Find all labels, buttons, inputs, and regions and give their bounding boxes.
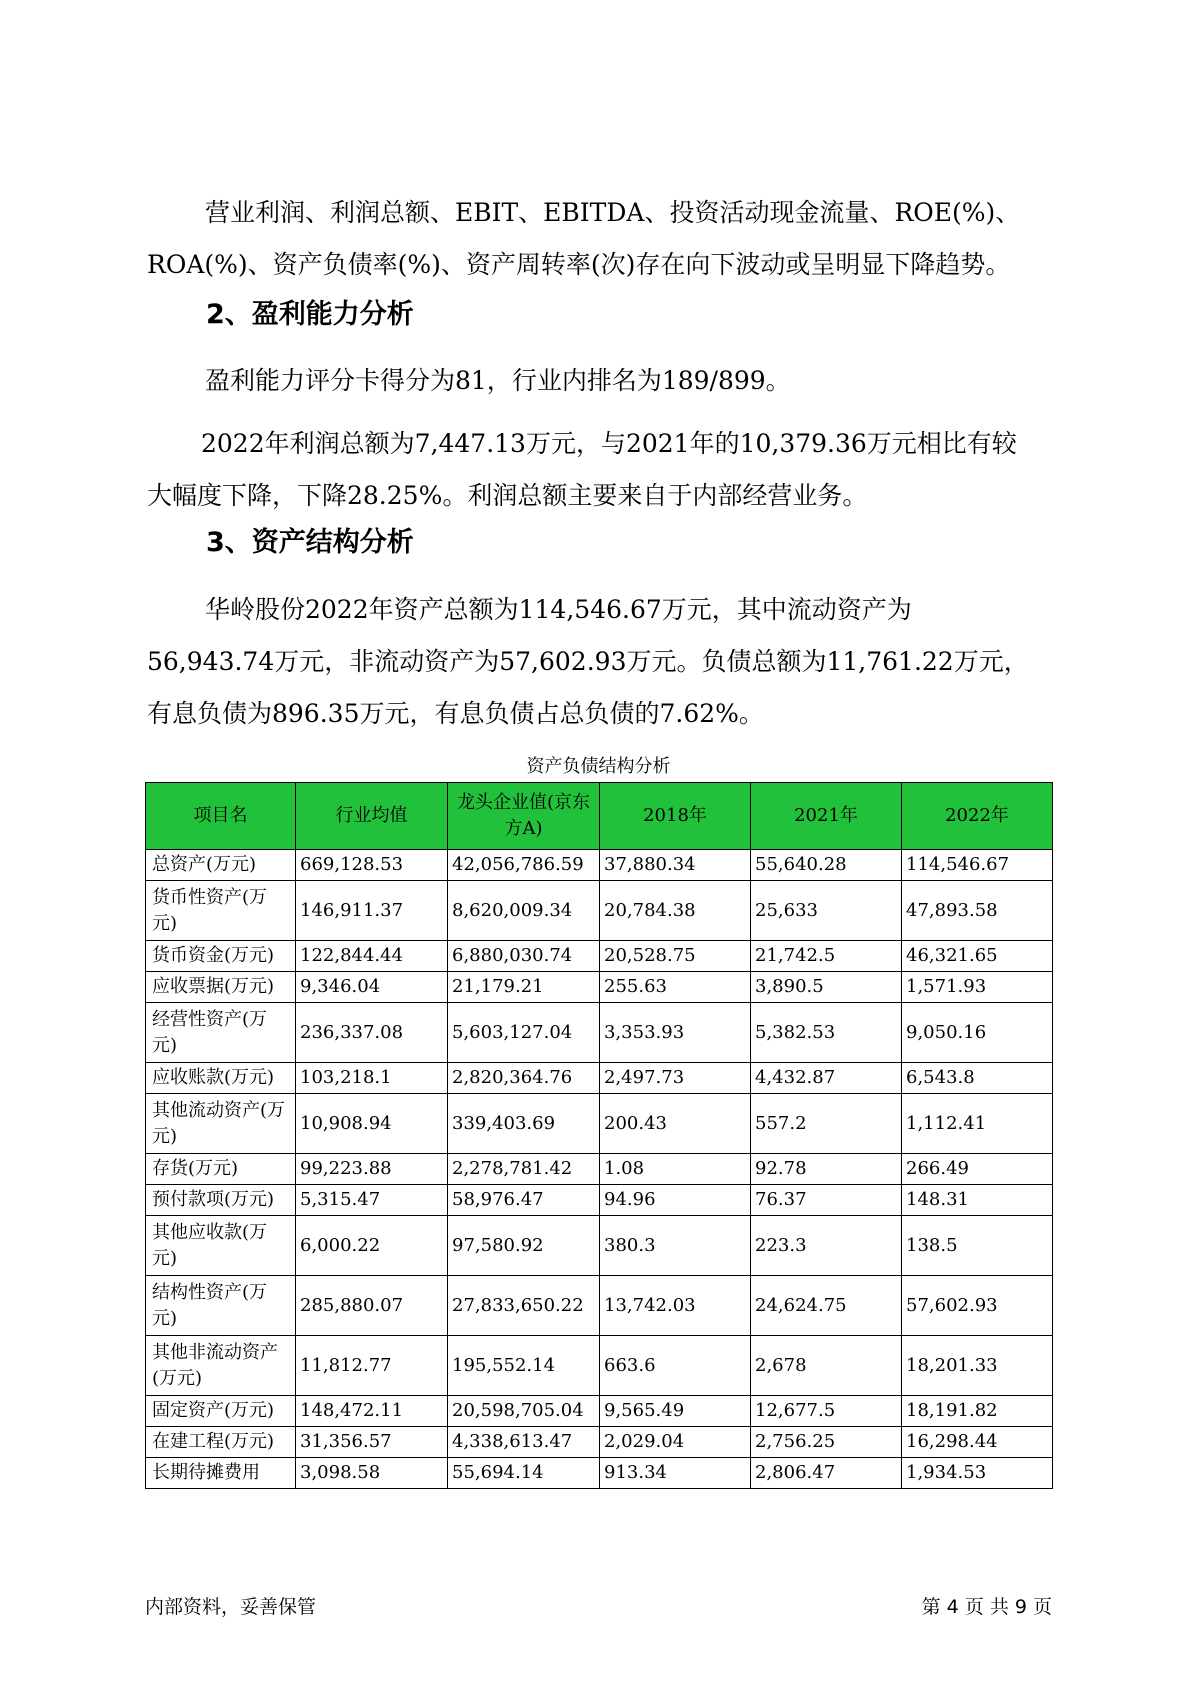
column-header: 2018年	[600, 783, 751, 850]
table-cell: 138.5	[902, 1216, 1053, 1276]
column-header: 行业均值	[296, 783, 448, 850]
table-cell: 99,223.88	[296, 1154, 448, 1185]
table-cell: 3,098.58	[296, 1458, 448, 1489]
table-cell: 21,179.21	[448, 972, 600, 1003]
table-cell: 266.49	[902, 1154, 1053, 1185]
table-cell: 223.3	[751, 1216, 902, 1276]
row-label: 存货(万元)	[146, 1154, 296, 1185]
table-cell: 47,893.58	[902, 881, 1053, 941]
table-cell: 21,742.5	[751, 941, 902, 972]
table-header-row	[146, 783, 1053, 850]
table-cell: 2,806.47	[751, 1458, 902, 1489]
row-label: 长期待摊费用	[146, 1458, 296, 1489]
row-label: 其他非流动资产(万元)	[146, 1336, 296, 1396]
table-cell: 5,382.53	[751, 1003, 902, 1063]
table-cell: 4,338,613.47	[448, 1427, 600, 1458]
row-label: 在建工程(万元)	[146, 1427, 296, 1458]
paragraph-line: 大幅度下降，下降28.25%。利润总额主要来自于内部经营业务。	[147, 481, 868, 510]
table-cell: 557.2	[751, 1094, 902, 1154]
table-cell: 20,598,705.04	[448, 1396, 600, 1427]
table-cell: 6,000.22	[296, 1216, 448, 1276]
paragraph-asset-summary	[147, 584, 1062, 740]
table-cell: 103,218.1	[296, 1063, 448, 1094]
table-cell: 1,571.93	[902, 972, 1053, 1003]
table-cell: 2,756.25	[751, 1427, 902, 1458]
table-cell: 148.31	[902, 1185, 1053, 1216]
table-row	[146, 1094, 1053, 1154]
paragraph-line: 盈利能力评分卡得分为81，行业内排名为189/899。	[205, 366, 791, 395]
row-label: 预付款项(万元)	[146, 1185, 296, 1216]
row-label: 其他应收款(万元)	[146, 1216, 296, 1276]
row-label: 应收票据(万元)	[146, 972, 296, 1003]
paragraph-line: 2022年利润总额为7,447.13万元，与2021年的10,379.36万元相比有较	[201, 429, 1017, 458]
row-label: 货币性资产(万元)	[146, 881, 296, 941]
table-body	[146, 850, 1053, 1489]
table-caption: 资产负债结构分析	[526, 756, 671, 777]
table-cell: 55,694.14	[448, 1458, 600, 1489]
table-cell: 146,911.37	[296, 881, 448, 941]
table-cell: 285,880.07	[296, 1276, 448, 1336]
table-cell: 42,056,786.59	[448, 850, 600, 881]
table-cell: 1.08	[600, 1154, 751, 1185]
table-cell: 3,353.93	[600, 1003, 751, 1063]
table-row	[146, 1427, 1053, 1458]
table-cell: 20,784.38	[600, 881, 751, 941]
table-cell: 27,833,650.22	[448, 1276, 600, 1336]
table-row	[146, 1185, 1053, 1216]
table-cell: 55,640.28	[751, 850, 902, 881]
paragraph-profit-total	[147, 418, 1062, 522]
table-cell: 6,880,030.74	[448, 941, 600, 972]
paragraph-profit-score	[147, 355, 1062, 407]
table-cell: 57,602.93	[902, 1276, 1053, 1336]
column-header: 项目名	[146, 783, 296, 850]
row-label: 货币资金(万元)	[146, 941, 296, 972]
table-row	[146, 850, 1053, 881]
table-row	[146, 941, 1053, 972]
table-cell: 24,624.75	[751, 1276, 902, 1336]
table-row	[146, 972, 1053, 1003]
row-label: 固定资产(万元)	[146, 1396, 296, 1427]
table-cell: 669,128.53	[296, 850, 448, 881]
table-cell: 122,844.44	[296, 941, 448, 972]
table-row	[146, 1458, 1053, 1489]
table-cell: 148,472.11	[296, 1396, 448, 1427]
column-header: 2021年	[751, 783, 902, 850]
paragraph-line: 56,943.74万元，非流动资产为57,602.93万元。负债总额为11,761.22万元，	[147, 647, 1029, 676]
table-cell: 1,934.53	[902, 1458, 1053, 1489]
table-cell: 913.34	[600, 1458, 751, 1489]
table-cell: 3,890.5	[751, 972, 902, 1003]
table-cell: 76.37	[751, 1185, 902, 1216]
table-cell: 97,580.92	[448, 1216, 600, 1276]
row-label: 结构性资产(万元)	[146, 1276, 296, 1336]
column-header: 龙头企业值(京东方A)	[448, 783, 600, 850]
table-cell: 200.43	[600, 1094, 751, 1154]
paragraph-trend	[147, 187, 1062, 291]
table-cell: 18,201.33	[902, 1336, 1053, 1396]
table-cell: 339,403.69	[448, 1094, 600, 1154]
table-cell: 2,678	[751, 1336, 902, 1396]
table-cell: 2,029.04	[600, 1427, 751, 1458]
table-cell: 18,191.82	[902, 1396, 1053, 1427]
table-cell: 9,346.04	[296, 972, 448, 1003]
table-cell: 380.3	[600, 1216, 751, 1276]
table-cell: 11,812.77	[296, 1336, 448, 1396]
section-heading-asset-structure: 3、资产结构分析	[206, 527, 414, 558]
table-row	[146, 1276, 1053, 1336]
table-row	[146, 1063, 1053, 1094]
table-row	[146, 1003, 1053, 1063]
table-cell: 94.96	[600, 1185, 751, 1216]
table-cell: 663.6	[600, 1336, 751, 1396]
table-cell: 13,742.03	[600, 1276, 751, 1336]
table-cell: 2,820,364.76	[448, 1063, 600, 1094]
paragraph-line: ROA(%)、资产负债率(%)、资产周转率(次)存在向下波动或呈明显下降趋势。	[147, 250, 1011, 279]
asset-liability-table	[145, 782, 1053, 1489]
table-row	[146, 1336, 1053, 1396]
paragraph-line: 有息负债为896.35万元，有息负债占总负债的7.62%。	[147, 699, 764, 728]
table-cell: 16,298.44	[902, 1427, 1053, 1458]
footer-confidential: 内部资料，妥善保管	[145, 1596, 317, 1618]
table-cell: 6,543.8	[902, 1063, 1053, 1094]
table-cell: 2,497.73	[600, 1063, 751, 1094]
table-cell: 2,278,781.42	[448, 1154, 600, 1185]
table-cell: 46,321.65	[902, 941, 1053, 972]
table-cell: 20,528.75	[600, 941, 751, 972]
footer-page-number: 第 4 页 共 9 页	[921, 1596, 1052, 1618]
paragraph-line: 华岭股份2022年资产总额为114,546.67万元，其中流动资产为	[205, 595, 912, 624]
table-row	[146, 1396, 1053, 1427]
table-cell: 58,976.47	[448, 1185, 600, 1216]
table-cell: 4,432.87	[751, 1063, 902, 1094]
row-label: 其他流动资产(万元)	[146, 1094, 296, 1154]
table-cell: 12,677.5	[751, 1396, 902, 1427]
table-cell: 255.63	[600, 972, 751, 1003]
table-cell: 8,620,009.34	[448, 881, 600, 941]
table-cell: 92.78	[751, 1154, 902, 1185]
table-cell: 9,565.49	[600, 1396, 751, 1427]
table-cell: 37,880.34	[600, 850, 751, 881]
table-cell: 5,603,127.04	[448, 1003, 600, 1063]
table-row	[146, 1216, 1053, 1276]
table-cell: 9,050.16	[902, 1003, 1053, 1063]
row-label: 总资产(万元)	[146, 850, 296, 881]
table-cell: 31,356.57	[296, 1427, 448, 1458]
table-cell: 114,546.67	[902, 850, 1053, 881]
paragraph-line: 营业利润、利润总额、EBIT、EBITDA、投资活动现金流量、ROE(%)、	[205, 198, 1021, 227]
row-label: 应收账款(万元)	[146, 1063, 296, 1094]
table-cell: 10,908.94	[296, 1094, 448, 1154]
row-label: 经营性资产(万元)	[146, 1003, 296, 1063]
table-cell: 236,337.08	[296, 1003, 448, 1063]
column-header: 2022年	[902, 783, 1053, 850]
table-cell: 5,315.47	[296, 1185, 448, 1216]
table-cell: 1,112.41	[902, 1094, 1053, 1154]
table-cell: 25,633	[751, 881, 902, 941]
table-row	[146, 881, 1053, 941]
table-row	[146, 1154, 1053, 1185]
table-cell: 195,552.14	[448, 1336, 600, 1396]
section-heading-profitability: 2、盈利能力分析	[206, 299, 414, 330]
